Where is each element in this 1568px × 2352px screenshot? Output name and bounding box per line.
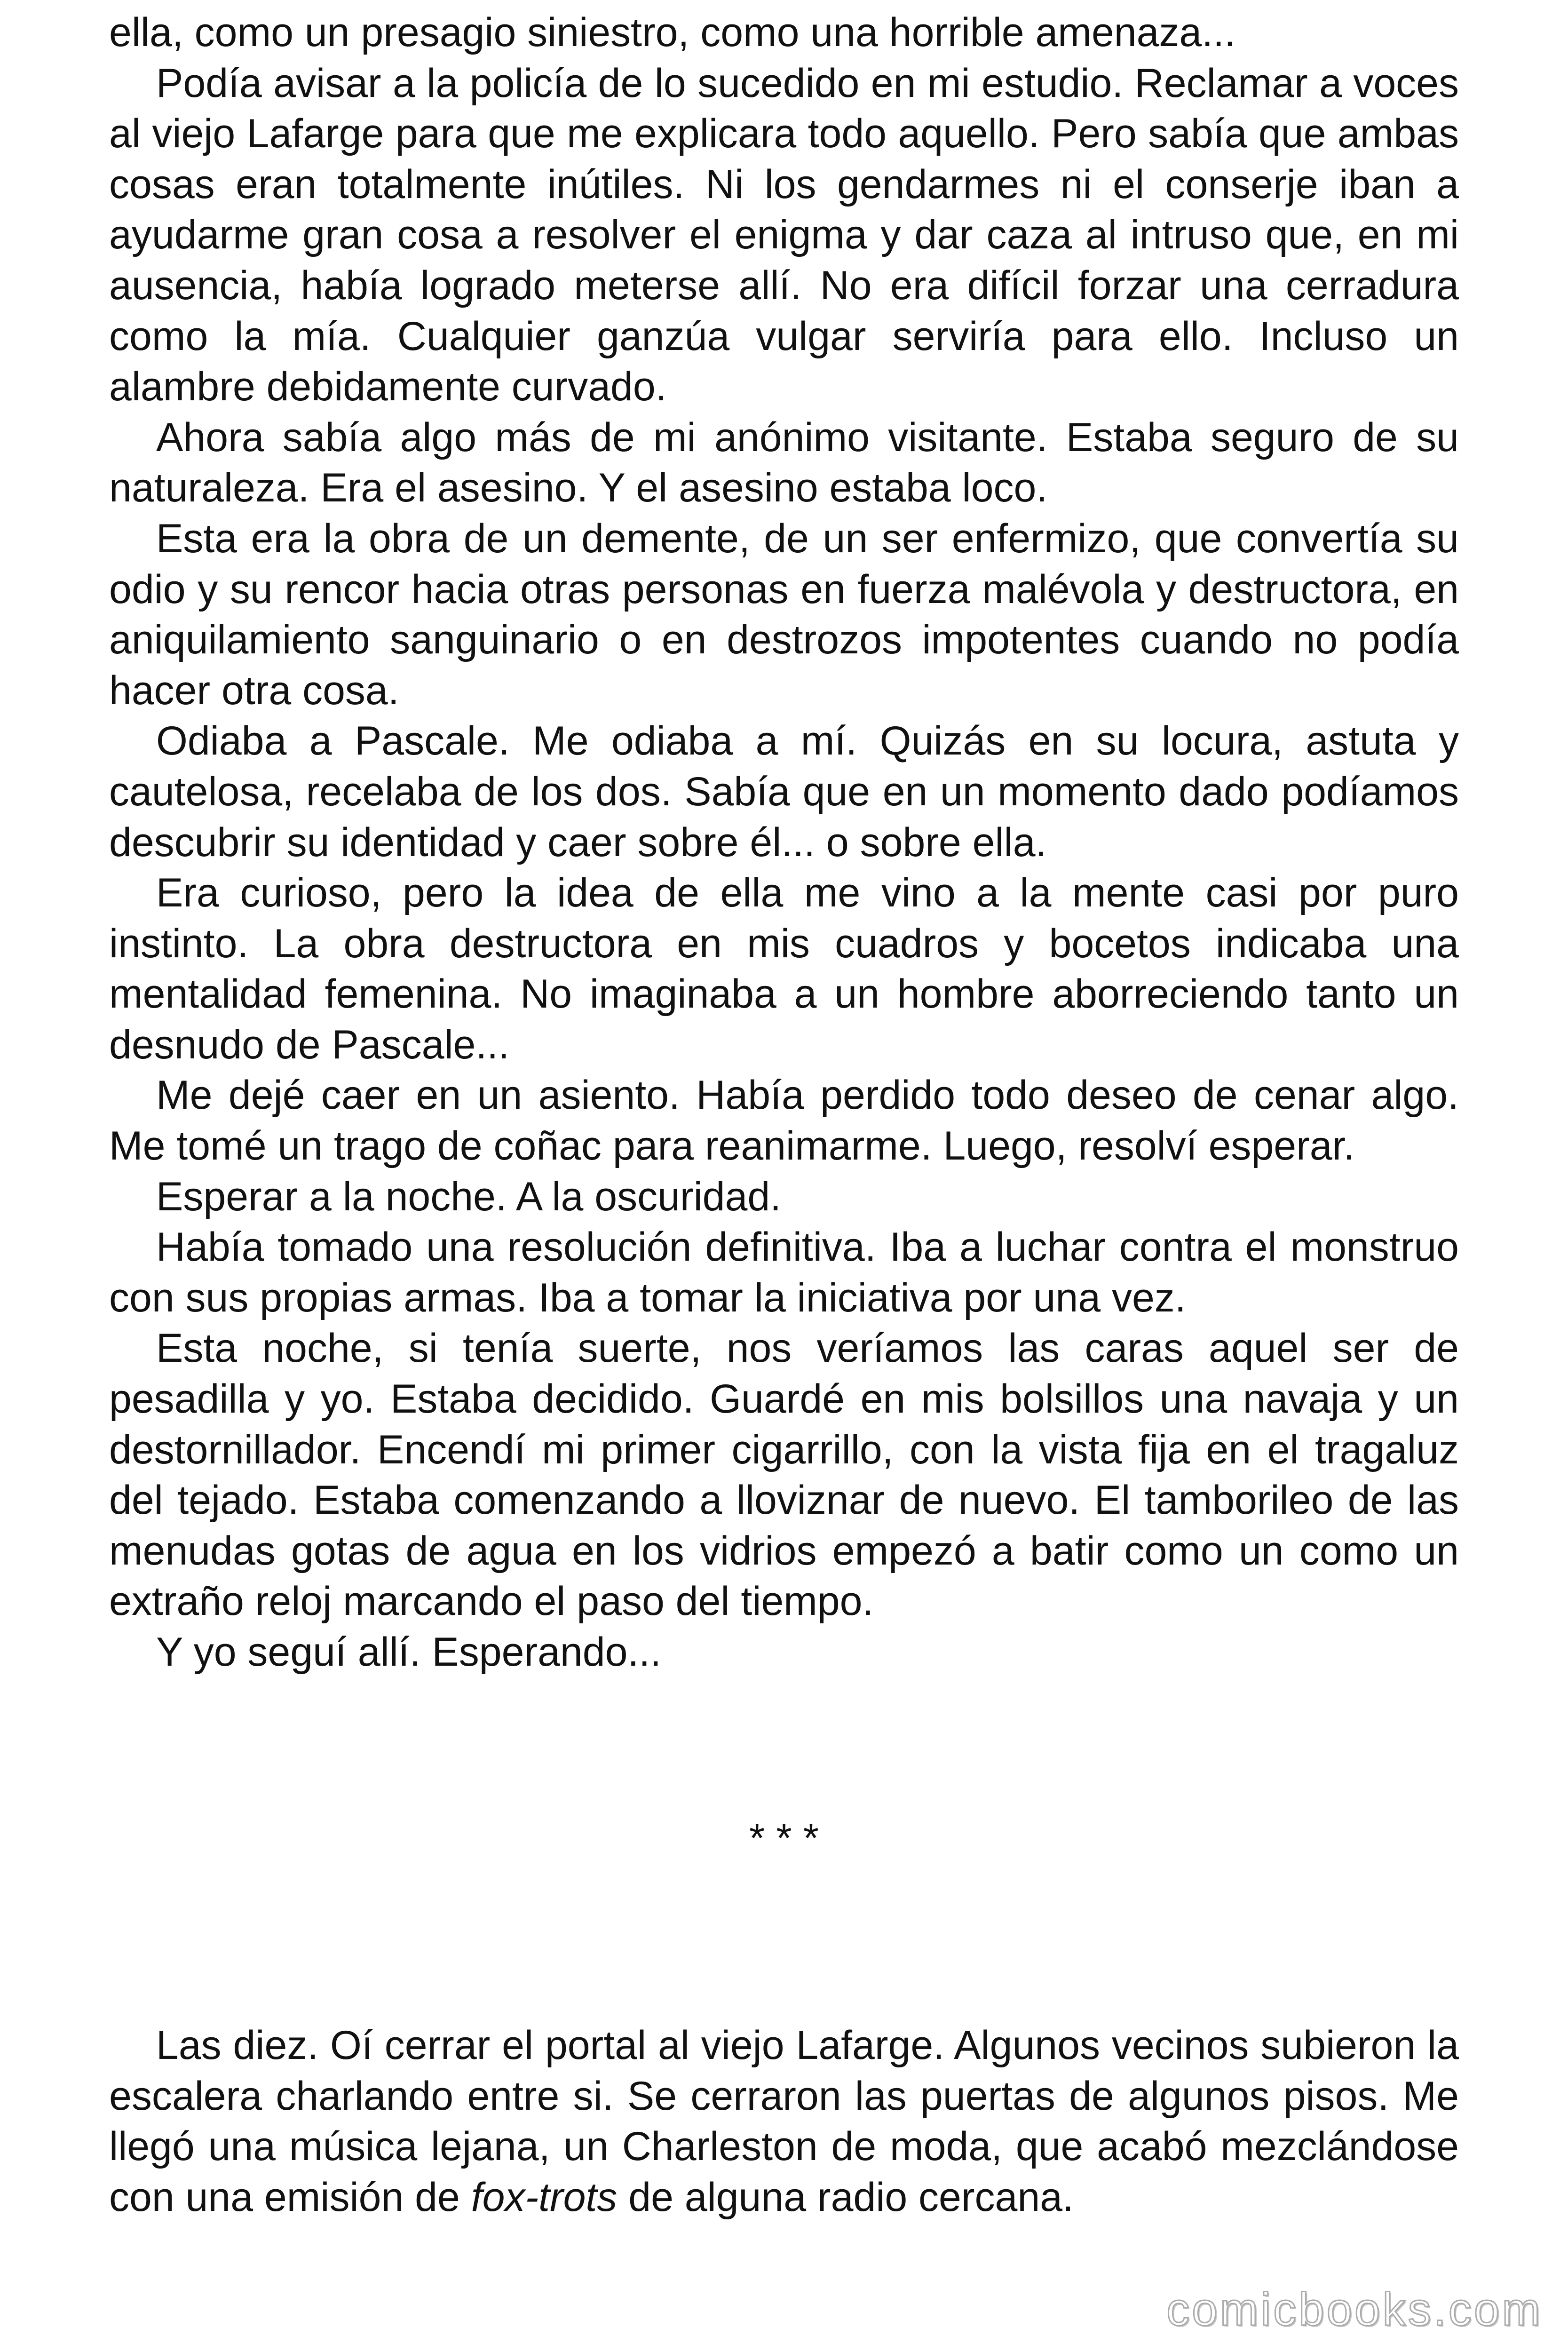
paragraph: Podía avisar a la policía de lo sucedido en mi estudio. Reclamar a voces al viejo Lafarge para que me explicara todo aquello. Pero sabía que ambas cosas eran totalmente inútiles. Ni los gendarmes ni el conserje iban a ayudarme gran cosa a resolver el enigma y dar caza al intruso que, en mi ausencia, había logrado meterse allí. No era difícil forzar una cerradura como la mía. Cualquier ganzúa vulgar serviría para ello. Incluso un alambre debidamente curvado. (109, 60, 1459, 410)
paragraph: Me dejé caer en un asiento. Había perdido todo deseo de cenar algo. Me tomé un trago de coñac para reanimarme. Luego, resolví esperar. (109, 1073, 1459, 1169)
paragraph-text: de alguna radio cercana. (617, 2174, 1074, 2220)
body-text-upper (109, 8, 1459, 1678)
paragraph: Y yo seguí allí. Esperando... (156, 1629, 662, 1675)
body-text-lower (109, 2020, 1459, 2223)
paragraph: Esta noche, si tenía suerte, nos veríamos las caras aquel ser de pesadilla y yo. Estaba decidido. Guardé en mis bolsillos una navaja y un destornillador. Encendí mi primer cigarrillo, con la vista fija en el tragaluz del tejado. Estaba comenzando a lloviznar de nuevo. El tamborileo de las menudas gotas de agua en los vidrios empezó a batir como un como un extraño reloj marcando el paso del tiempo. (109, 1326, 1459, 1624)
paragraph-last (109, 2020, 1459, 2223)
paragraph: Había tomado una resolución definitiva. Iba a luchar contra el monstruo con sus propias armas. Iba a tomar la iniciativa por una vez. (109, 1224, 1459, 1320)
paragraph-text: Las diez. Oí cerrar el portal al viejo Lafarge. Algunos vecinos subieron la escalera charlando entre si. Se cerraron las puertas de algunos pisos. Me llegó una música lejana, un Charleston de moda, que acabó mezclándose con una emisión de (109, 2023, 1459, 2220)
paragraph: Odiaba a Pascale. Me odiaba a mí. Quizás en su locura, astuta y cautelosa, recelaba de los dos. Sabía que en un momento dado podíamos descubrir su identidad y caer sobre él... o sobre ella. (109, 718, 1459, 865)
watermark: comicbooks.com (1166, 2283, 1543, 2335)
paragraph: Esperar a la noche. A la oscuridad. (156, 1174, 782, 1219)
paragraph: Esta era la obra de un demente, de un ser enfermizo, que convertía su odio y su rencor hacia otras personas en fuerza malévola y destructora, en aniquilamiento sanguinario o en destrozos impotentes cuando no podía hacer otra cosa. (109, 516, 1459, 713)
paragraph: Era curioso, pero la idea de ella me vino a la mente casi por puro instinto. La obra destructora en mis cuadros y bocetos indicaba una mentalidad femenina. No imaginaba a un hombre aborreciendo tanto un desnudo de Pascale... (109, 870, 1459, 1067)
section-separator: * * * (749, 1816, 819, 1861)
paragraph: ella, como un presagio siniestro, como una horrible amenaza... (109, 10, 1235, 55)
paragraph: Ahora sabía algo más de mi anónimo visitante. Estaba seguro de su naturaleza. Era el asesino. Y el asesino estaba loco. (109, 414, 1459, 511)
italic-term: fox-trots (471, 2174, 618, 2220)
